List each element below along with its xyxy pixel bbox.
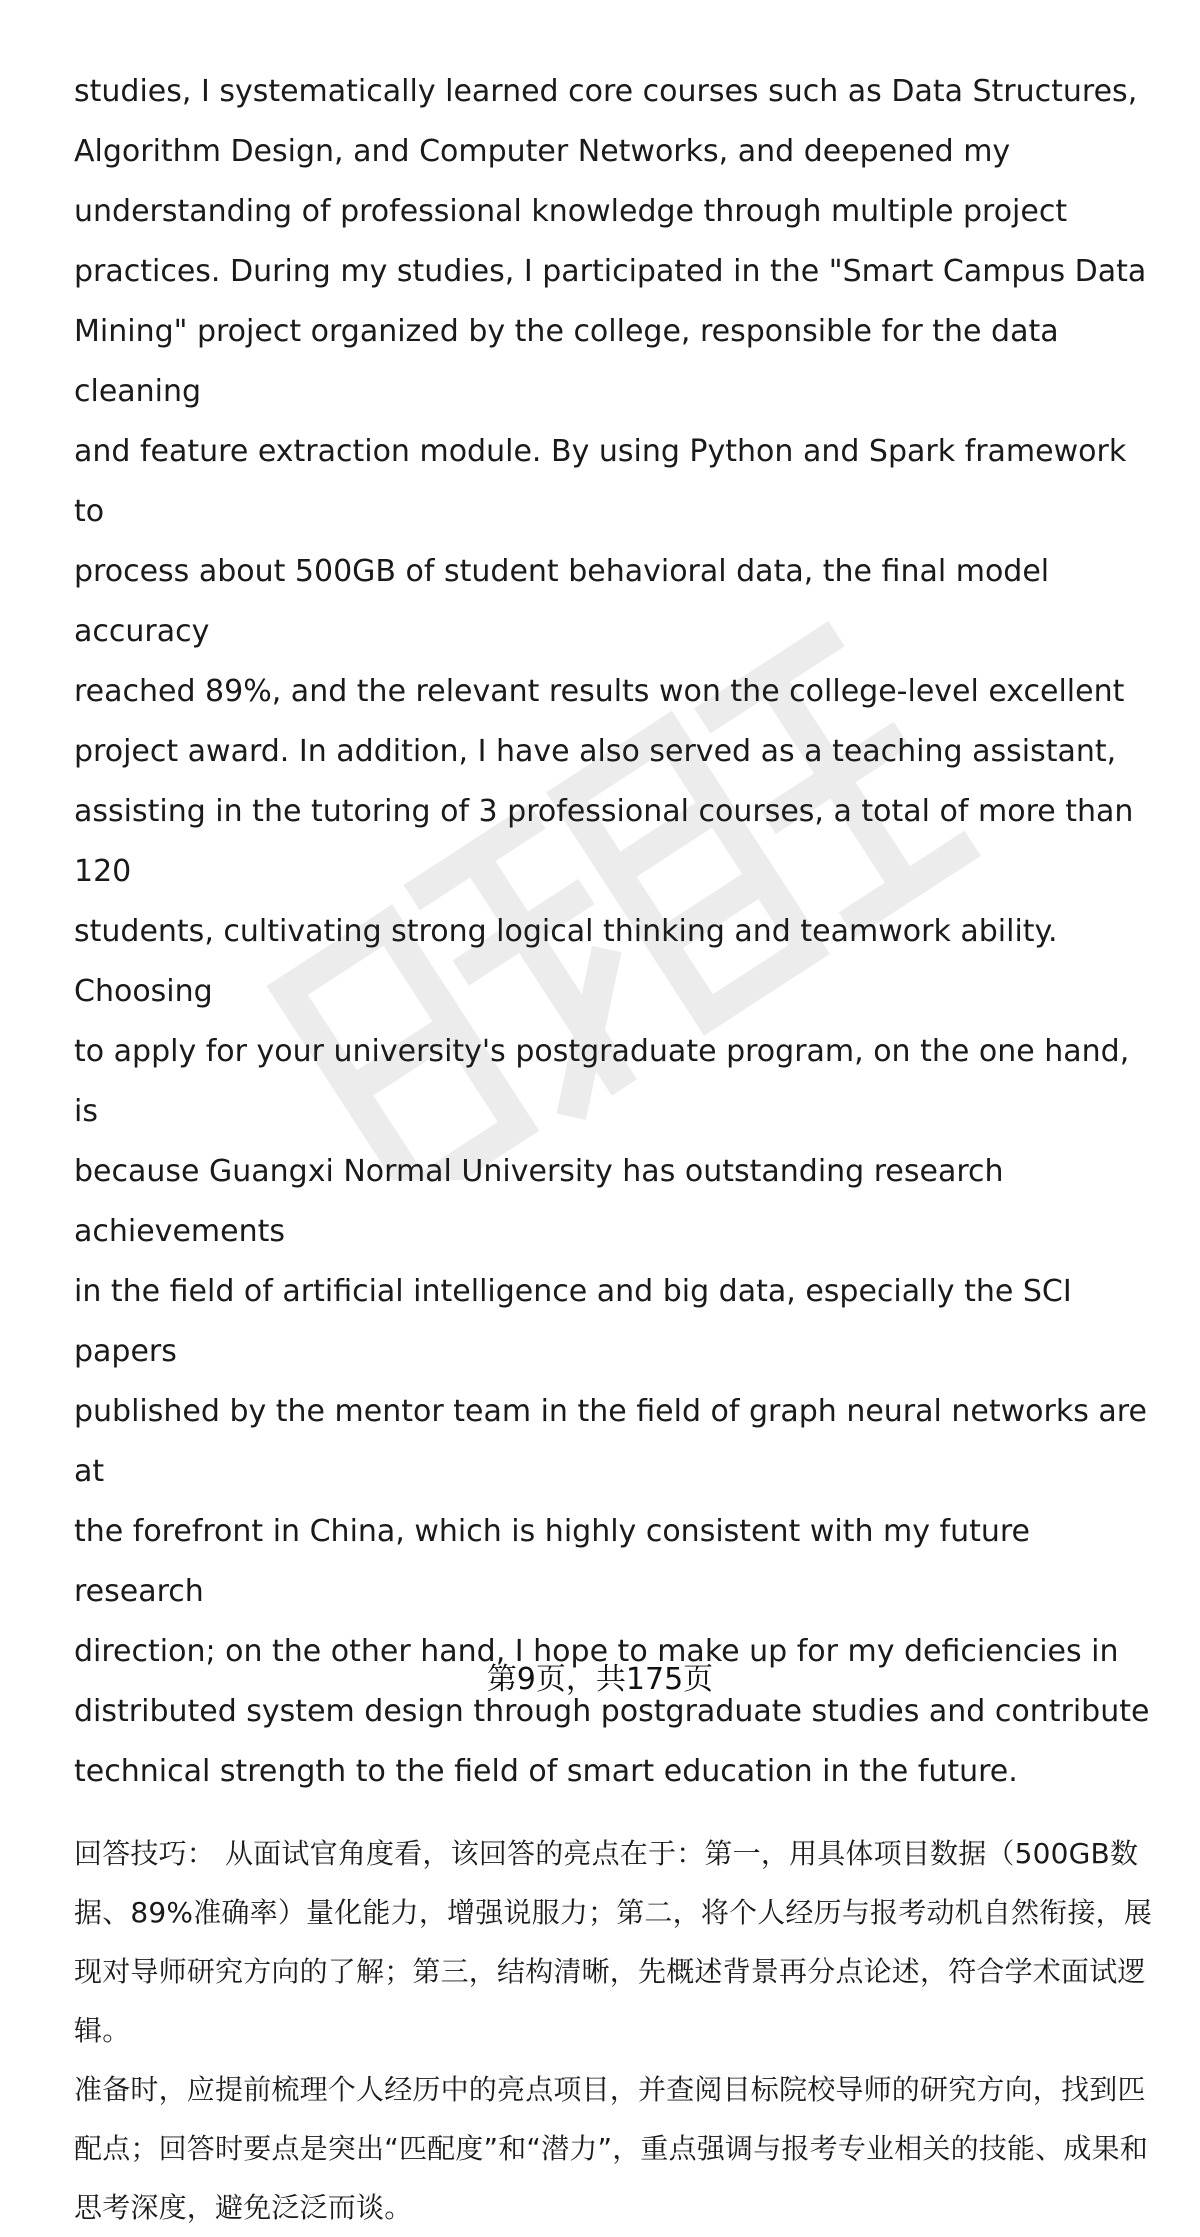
- tips-paragraph-1-text: 从面试官角度看，该回答的亮点在于：第一，用具体项目数据（500GB数据、89%准确率）量化能力，增强说服力；第二，将个人经历与报考动机自然衔接，展现对导师研究方向的了解；第三，结构清晰，先概述背景再分点论述，符合学术面试逻辑。: [74, 1837, 1153, 2047]
- page-number-footer: 第9页，共175页: [486, 1662, 714, 1697]
- answer-tips-section: [74, 1824, 1160, 2237]
- tips-label: 回答技巧：: [74, 1837, 216, 1870]
- tips-paragraph-2: 准备时，应提前梳理个人经历中的亮点项目，并查阅目标院校导师的研究方向，找到匹配点；回答时要点是突出“匹配度”和“潜力”，重点强调与报考专业相关的技能、成果和思考深度，避免泛泛而谈。: [74, 2073, 1149, 2224]
- main-content: [74, 62, 1160, 2237]
- answer-body-text: studies, I systematically learned core courses such as Data Structures, Algorithm Design, and Computer Networks, and deepened my understanding of professional knowledge through multiple project practices. During my studies, I participated in the "Smart Campus Data Mining" project organized by the college, responsible for the data cleaning and feature extraction module. By using Python and Spark framework to process about 500GB of student behavioral data, the final model accuracy reached 89%, and the relevant results won the college-level excellent project award. In addition, I have also served as a teaching assistant, assisting in the tutoring of 3 professional courses, a total of more than 120 students, cultivating strong logical thinking and teamwork ability. Choosing to apply for your university's postgraduate program, on the one hand, is because Guangxi Normal University has outstanding research achievements in the field of artificial intelligence and big data, especially the SCI papers published by the mentor team in the field of graph neural networks are at the forefront in China, which is highly consistent with my future research direction; on the other hand, I hope to make up for my deficiencies in distributed system design through postgraduate studies and contribute technical strength to the field of smart education in the future.: [74, 74, 1150, 1789]
- tips-paragraph-1: [74, 1824, 1160, 2060]
